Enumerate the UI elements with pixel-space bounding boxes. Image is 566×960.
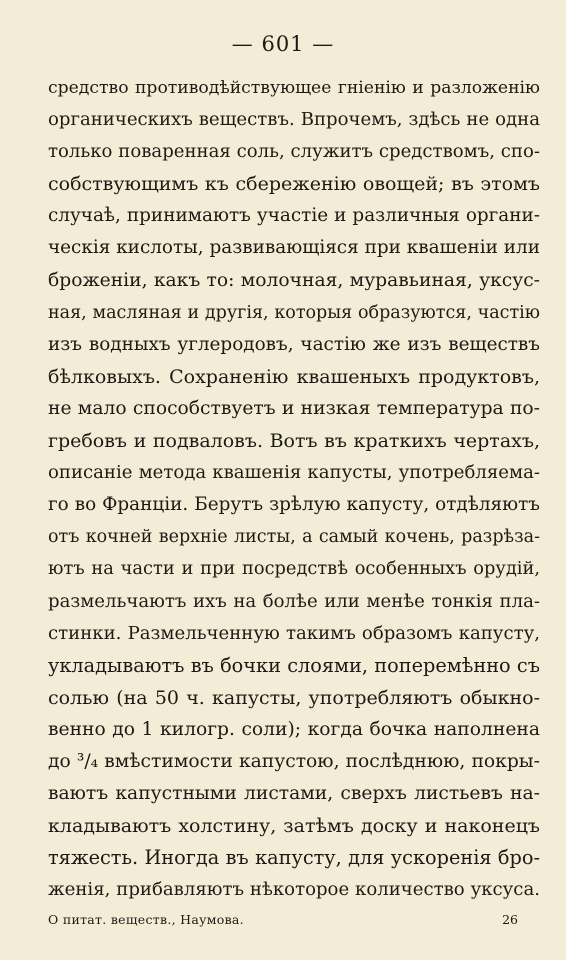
text-line: бѣлковыхъ. Сохраненію квашеныхъ продуктовъ, [48,365,540,388]
text-line: укладываютъ въ бочки слоями, поперемѣнно съ [48,653,540,677]
body-text [48,72,540,906]
text-line: венно до 1 килогр. соли); когда бочка наполнена [48,718,540,740]
text-line: собствующимъ къ сбереженію овощей; въ этомъ [48,173,540,196]
text-line: средство противодѣйствующее гніенію и разложенію [48,78,540,98]
text-line: органическихъ веществъ. Впрочемъ, здѣсь не одна [48,109,540,131]
text-line: ютъ на части и при посредствѣ особенныхъ орудій, [48,558,540,580]
text-line: женія, прибавляютъ нѣкоторое количество уксуса. [48,879,540,901]
text-line: го во Франціи. Берутъ зрѣлую капусту, отдѣляютъ [48,494,540,516]
text-line: случаѣ, принимаютъ участіе и различныя органи- [48,205,540,227]
text-line: ческія кислоты, развивающіяся при квашеніи или [48,237,540,259]
text-line: описаніе метода квашенія капусты, употребляема- [48,462,540,484]
text-line: до ³/₄ вмѣстимости капустою, послѣднюю, покры- [48,750,540,772]
text-line: гребовъ и подваловъ. Вотъ въ краткихъ чертахъ, [48,430,540,453]
text-line: тяжесть. Иногда въ капусту, для ускоренія бро- [48,846,540,870]
footer-sheet-number: 26 [502,912,518,927]
footer-signature: О питат. веществ., Наумова. [48,912,244,927]
text-line: кладываютъ холстину, затѣмъ доску и наконецъ [48,815,540,838]
text-line: не мало способствуетъ и низкая температура по- [48,397,540,419]
text-line: стинки. Размельченную такимъ образомъ капусту, [48,622,540,644]
text-line: размельчаютъ ихъ на болѣе или менѣе тонкія пла- [48,590,540,612]
text-line: ваютъ капустными листами, сверхъ листьевъ на- [48,783,540,805]
text-line: только поваренная соль, служитъ средствомъ, спо- [48,141,540,163]
text-line: отъ кочней верхніе листы, а самый кочень, разрѣза- [48,527,540,548]
text-line: изъ водныхъ углеродовъ, частію же изъ веществъ [48,333,540,355]
text-line: солью (на 50 ч. капусты, употребляютъ обыкно- [48,686,540,709]
text-line: броженіи, какъ то: молочная, муравьиная, уксус- [48,269,540,291]
page-footer [48,912,518,934]
page-number: — 601 — [231,32,335,56]
text-line: ная, масляная и другія, которыя образуются, частію [48,302,540,323]
